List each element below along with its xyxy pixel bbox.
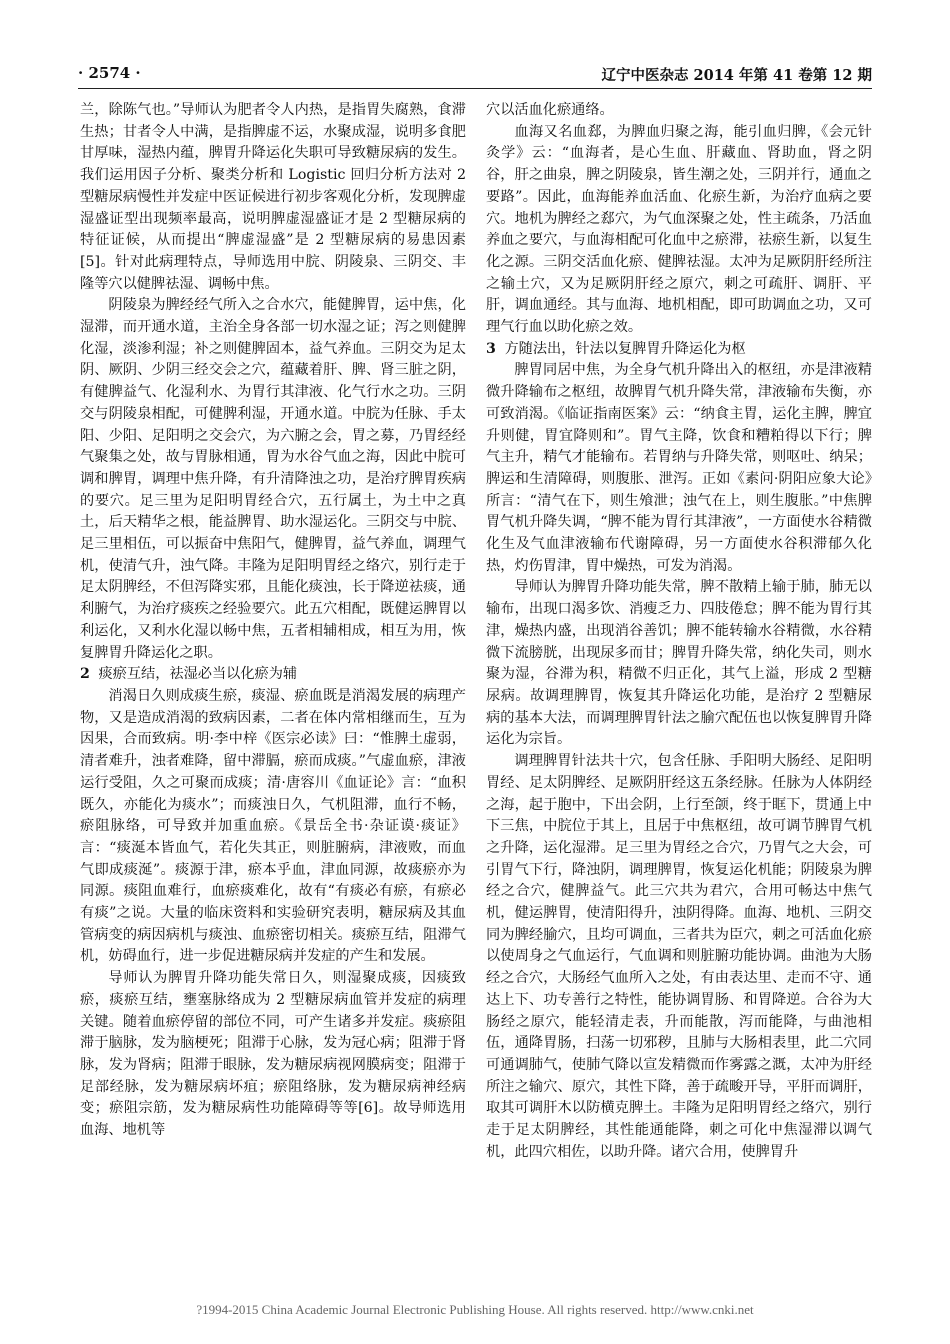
paragraph: 阴陵泉为脾经经气所入之合水穴，能健脾胃，运中焦，化湿滞，而开通水道，主治全身各部一切水湿之证；泻之则健脾化湿，淡渗利湿；补之则健脾固本，益气养血。三阴交为足太阴、厥阴、少阴三经交会之穴，蕴藏着肝、脾、肾三脏之阴，有健脾益气、化湿利水、为胃行其津液、化气行水之功。三阴交与阴陵泉相配，可健脾利湿，开通水道。中脘为任脉、手太阳、少阳、足阳明之交会穴，为六腑之会，胃之募，乃胃经经气聚集之处，故与胃脉相通，胃为水谷气血之海，因此中脘可调和脾胃，调理中焦升降，有升清降浊之功，是治疗脾胃疾病的要穴。足三里为足阳明胃经合穴，五行属土，为土中之真土，后天精华之根，能益脾胃、助水湿运化。三阴交与中脘、足三里相伍，可以振奋中焦阳气，健脾胃，益气养血，调理气机，使清气升，浊气降。丰隆为足阳明胃经之络穴，别行走于足太阴脾经，不但泻降实邪，且能化痰浊，长于降逆祛痰，通利腑气，为治疗痰疾之经验要穴。此五穴相配，既健运脾胃以利运化，又利水化湿以畅中焦，五者相辅相成，相互为用，恢复脾胃升降运化之职。 — [80, 297, 466, 661]
journal-citation: 辽宁中医杂志 2014 年第 41 卷第 12 期 — [601, 67, 872, 84]
left-column — [80, 100, 466, 1142]
section-heading-2 — [80, 664, 466, 686]
paragraph-continued: 穴以活血化瘀通络。 — [486, 102, 614, 118]
right-column — [486, 100, 872, 1163]
paragraph: 调理脾胃针法共十穴，包含任脉、手阳明大肠经、足阳明胃经、足太阴脾经、足厥阴肝经这五条经脉。任脉为人体阴经之海，起于胞中，下出会阴，上行至颌，终于眶下，贯通上中下三焦，中脘位于其上，且居于中焦枢纽，故可调节脾胃气机之升降，运化湿滞。足三里为胃经之合穴，乃胃气之大会，可引胃气下行，降浊阴，调理脾胃，恢复运化机能；阴陵泉为脾经之合穴，健脾益气。此三穴共为君穴，合用可畅达中焦气机，健运脾胃，使清阳得升，浊阴得降。血海、地机、三阴交同为脾经腧穴，且均可调血，三者共为臣穴，刺之可活血化瘀以使周身之气血运行，气血调和则脏腑功能协调。曲池为大肠经之合穴，大肠经气血所入之处，有由表达里、走而不守、通达上下、功专善行之特性，能协调胃肠、和胃降逆。合谷为大肠经之原穴，能轻清走表，升而能散，泻而能降，与曲池相伍，通降胃肠，扫荡一切邪秽，且肺与大肠相表里，此二穴同可通调肺气，使肺气降以宣发精微而作雾露之溉，太冲为肝经所注之输穴、原穴，其性下降，善于疏畯开导，平肝而调肝，取其可调肝木以防横克脾土。丰隆为足阳明胃经之络穴，别行走于足太阴脾经，其性能通能降，刺之可化中焦湿滞以调气机，此四穴相佐，以助升降。诸穴合用，使脾胃升 — [486, 753, 872, 1160]
section-number: 3 — [486, 340, 496, 357]
copyright-footer: ?1994-2015 China Academic Journal Electronic Publishing House. All rights reserved. http://www.cnki.net — [196, 1302, 754, 1317]
section-heading-3 — [486, 339, 872, 361]
paragraph: 导师认为脾胃升降功能失常日久，则湿聚成痰，因痰致瘀，痰瘀互结，壅塞脉络成为 2 型糖尿病血管并发症的病理关键。随着血瘀停留的部位不同，可产生诸多并发症。痰瘀阻滞于脑脉，发为脑梗死；阻滞于心脉，发为冠心病；阻滞于肾脉，发为肾病；阻滞于眼脉，发为糖尿病视网膜病变；阻滞于足部经脉，发为糖尿病坏疽；瘀阻络脉，发为糖尿病神经病变；瘀阻宗筋，发为糖尿病性功能障碍等等[6]。故导师选用血海、地机等 — [80, 970, 466, 1139]
paragraph: 导师认为脾胃升降功能失常，脾不散精上输于肺，肺无以输布，出现口渴多饮、消瘦乏力、四肢倦怠；脾不能为胃行其津，燥热内盛，出现消谷善饥；脾不能转输水谷精微，水谷精微下流膀胱，出现尿多而甘；脾胃升降失常，纳化失司，则水聚为湿，谷滞为积，精微不归正化，其气上溢，形成 2 型糖尿病。故调理脾胃，恢复其升降运化功能，是治疗 2 型糖尿病的基本大法，而调理脾胃针法之腧穴配伍也以恢复脾胃升降运化为宗旨。 — [486, 579, 872, 748]
paragraph: 血海又名血郄，为脾血归聚之海，能引血归脾，《会元针灸学》云：“血海者，是心生血、肝藏血、肾助血，肾之阴谷，肝之曲泉，脾之阴陵泉，皆生潮之处，三阴并行，通血之要路”。因此，血海能养血活血、化瘀生新，为治疗血病之要穴。地机为脾经之郄穴，为气血深聚之处，性主疏条，乃活血养血之要穴，与血海相配可化血中之瘀滞，祛瘀生新，以复生化之源。三阴交活血化瘀、健脾祛湿。太冲为足厥阴肝经所注之输土穴，又为足厥阴肝经之原穴，刺之可疏肝、调肝、平肝，调血通经。其与血海、地机相配，即可助调血之功，又可理气行血以助化瘀之效。 — [486, 123, 872, 336]
paragraph-continued: 兰，除陈气也。”导师认为肥者令人内热，是指胃失腐熟，食滞生热；甘者令人中满，是指脾虚不运，水聚成湿，说明多食肥甘厚味，湿热内蕴，脾胃升降运化失职可导致糖尿病的发生。我们运用因子分析、聚类分析和 Logistic 回归分析方法对 2 型糖尿病慢性并发症中医证候进行初步客观化分析，发现脾虚湿盛证型出现频率最高，说明脾虚湿盛证才是 2 型糖尿病的特征证候，从而提出“脾虚湿盛”是 2 型糖尿病的易患因素[5]。针对此病理特点，导师选用中脘、阴陵泉、三阴交、丰隆等穴以健脾祛湿、调畅中焦。 — [80, 102, 466, 292]
paragraph: 脾胃同居中焦，为全身气机升降出入的枢纽，亦是津液精微升降输布之枢纽，故脾胃气机升降失常，津液输布失衡，亦可致消渴。《临证指南医案》云：“纳食主胃，运化主脾，脾宜升则健，胃宜降则和”。胃气主降，饮食和糟粕得以下行；脾气主升，精气才能输布。若胃纳与升降失常，则呕吐、纳呆；脾运和生清障碍，则腹胀、泄泻。正如《素问·阴阳应象大论》所言：“清气在下，则生飧泄；浊气在上，则生腹胀。”中焦脾胃气机升降失调，“脾不能为胃行其津液”，一方面使水谷精微化生及气血津液输布代谢障碍，另一方面使水谷积滞郁久化热，灼伤胃津，胃中燥热，可发为消渴。 — [486, 362, 872, 574]
section-title: 痰瘀互结，祛湿必当以化瘀为辅 — [98, 666, 298, 683]
paragraph: 消渴日久则成痰生瘀，痰湿、瘀血既是消渴发展的病理产物，又是造成消渴的致病因素，二者在体内常相继而生，互为因果，合而致病。明·李中梓《医宗必读》曰：“惟脾土虚弱，清者难升，浊者难降，留中滞膈，瘀而成痰。”气虚血瘀，津液运行受阻，久之可聚而成痰；清·唐容川《血证论》言：“血积既久，亦能化为痰水”；而痰浊日久，气机阻滞，血行不畅，瘀阻脉络，可导致并加重血瘀。《景岳全书·杂证谟·痰证》言：“痰涎本皆血气，若化失其正，则脏腑病，津液败，而血气即成痰涎”。痰源于津，瘀本乎血，津血同源，故痰瘀亦为同源。痰阻血难行，血瘀痰难化，故有“有痰必有瘀，有瘀必有痰”之说。大量的临床资料和实验研究表明，糖尿病及其血管病变的病因病机与痰浊、血瘀密切相关。痰瘀互结，阻滞气机，妨碍血行，进一步促进糖尿病并发症的产生和发展。 — [80, 687, 466, 965]
page-number: · 2574 · — [78, 64, 141, 82]
section-title: 方随法出，针法以复脾胃升降运化为枢 — [504, 340, 746, 357]
section-number: 2 — [80, 666, 90, 683]
running-header — [78, 64, 872, 86]
header-rule — [78, 88, 872, 89]
